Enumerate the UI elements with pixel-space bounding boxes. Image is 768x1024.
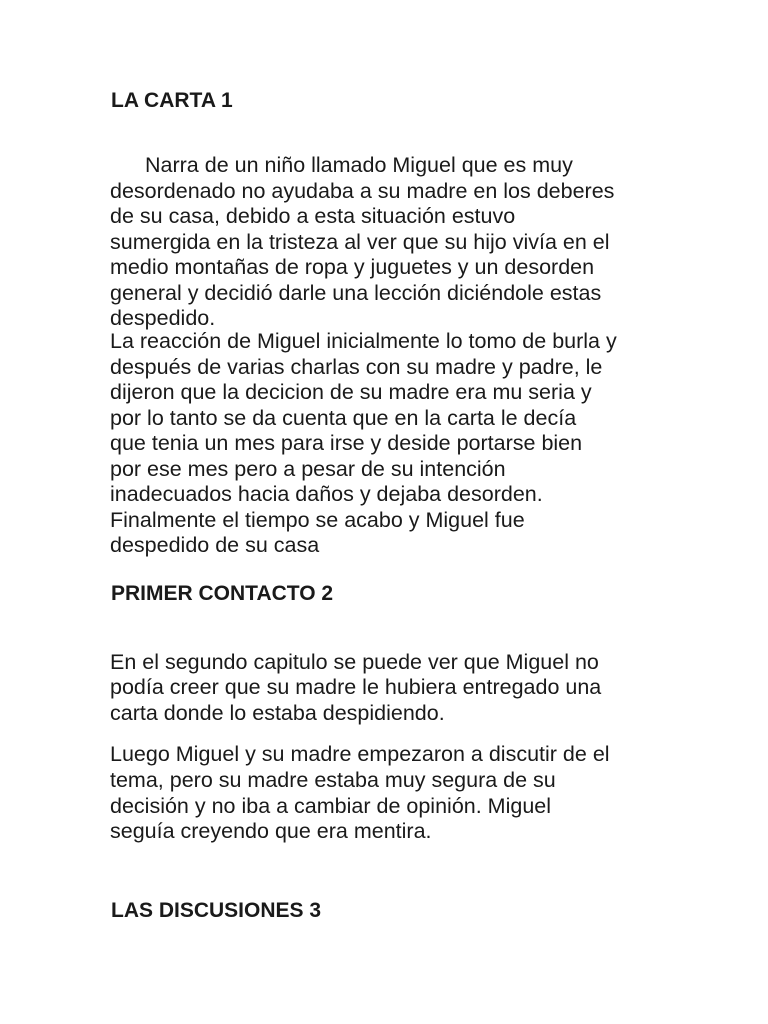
paragraph-line: Narra de un niño llamado Miguel que es muy: [145, 153, 573, 177]
paragraph-line: La reacción de Miguel inicialmente lo tomo de burla y: [110, 329, 617, 353]
paragraph-line: carta donde lo estaba despidiendo.: [110, 701, 445, 725]
paragraph-line: decisión y no iba a cambiar de opinión. Miguel: [110, 794, 552, 818]
section-heading-la-carta: LA CARTA 1: [111, 89, 233, 112]
paragraph-line: despedido de su casa: [110, 533, 320, 557]
paragraph-line: Luego Miguel y su madre empezaron a discutir de el: [110, 742, 610, 766]
paragraph-line: de su casa, debido a esta situación estuvo: [110, 204, 516, 228]
paragraph-line: inadecuados hacia daños y dejaba desorden.: [110, 482, 543, 506]
paragraph-line: podía creer que su madre le hubiera entregado una: [110, 675, 602, 699]
paragraph-line: general y decidió darle una lección diciéndole estas: [110, 281, 602, 305]
paragraph-line: En el segundo capitulo se puede ver que Miguel no: [110, 650, 599, 674]
paragraph-line: sumergida en la tristeza al ver que su hijo vivía en el: [110, 230, 610, 254]
section-heading-primer-contacto: PRIMER CONTACTO 2: [111, 582, 334, 605]
paragraph-line: que tenia un mes para irse y deside portarse bien: [110, 431, 583, 455]
paragraph-line: tema, pero su madre estaba muy segura de su: [110, 768, 556, 792]
paragraph-line: seguía creyendo que era mentira.: [110, 819, 432, 843]
paragraph-line: por ese mes pero a pesar de su intención: [110, 457, 506, 481]
paragraph-line: desordenado no ayudaba a su madre en los deberes: [110, 179, 615, 203]
paragraph-line: Finalmente el tiempo se acabo y Miguel fue: [110, 508, 525, 532]
paragraph-line: después de varias charlas con su madre y padre, le: [110, 355, 603, 379]
paragraph-line: por lo tanto se da cuenta que en la carta le decía: [110, 406, 577, 430]
section-heading-las-discusiones: LAS DISCUSIONES 3: [111, 899, 322, 922]
paragraph-line: medio montañas de ropa y juguetes y un desorden: [110, 255, 595, 279]
paragraph-line: despedido.: [110, 306, 216, 330]
paragraph-line: dijeron que la decicion de su madre era mu seria y: [110, 380, 592, 404]
